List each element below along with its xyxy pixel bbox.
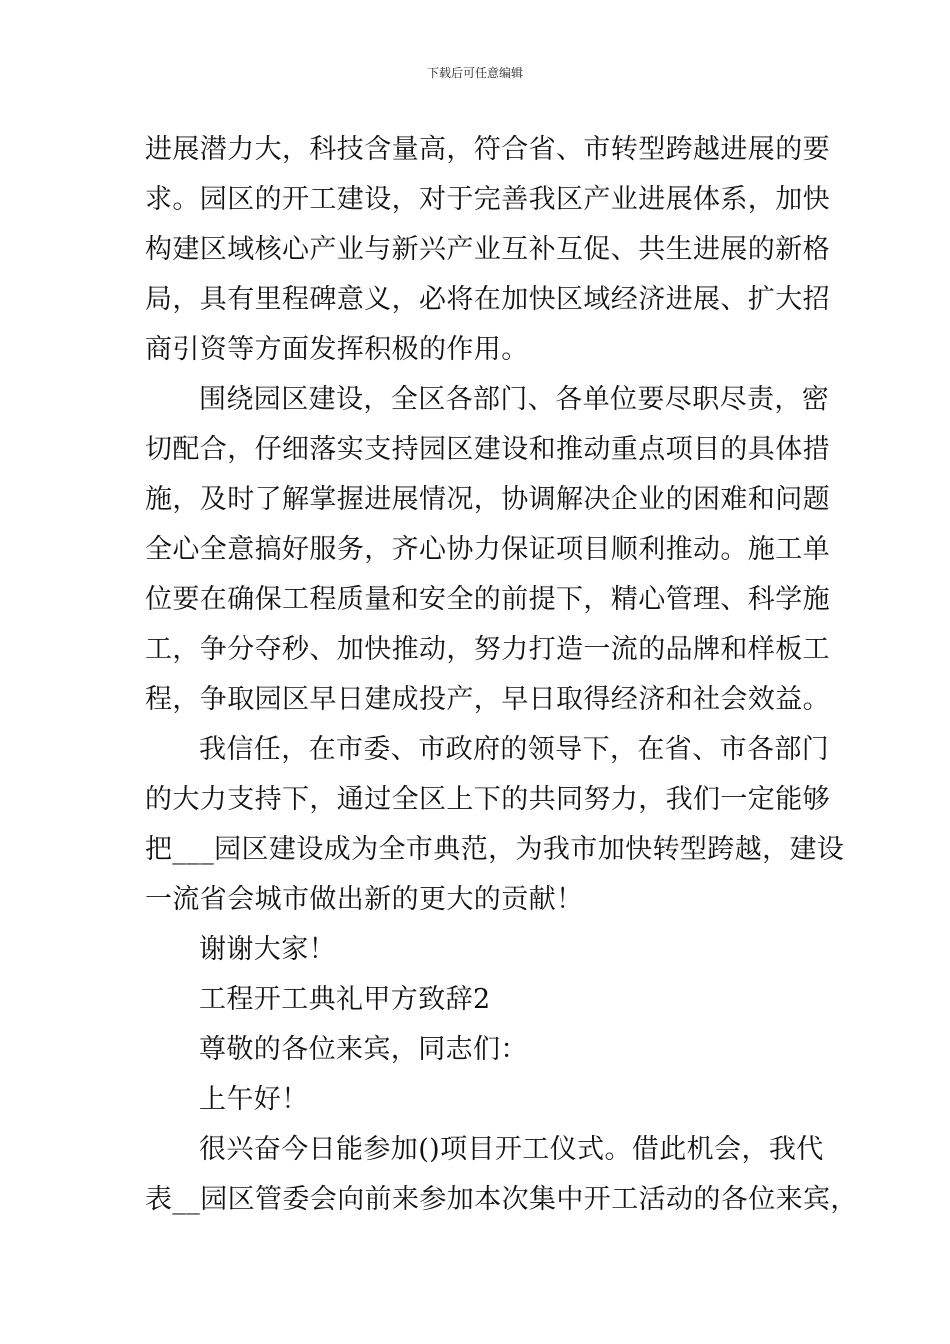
text-line: 表__园区管委会向前来参加本次集中开工活动的各位来宾， [145, 1184, 858, 1215]
text-line: 程，争取园区早日建成投产，早日取得经济和社会效益。 [145, 684, 830, 715]
closing-thanks: 谢谢大家！ [199, 934, 336, 965]
salutation: 尊敬的各位来宾，同志们： [199, 1034, 528, 1065]
greeting: 上午好！ [199, 1084, 309, 1115]
page-header: 下载后可任意编辑 [426, 66, 523, 80]
text-line: 的大力支持下，通过全区上下的共同努力，我们一定能够 [145, 784, 830, 815]
text-line: 工，争分夺秒、加快推动，努力打造一流的品牌和样板工 [145, 634, 830, 665]
text-line: 把___园区建设成为全市典范，为我市加快转型跨越，建设 [145, 834, 845, 865]
paragraph-first-line: 我信任，在市委、市政府的领导下，在省、市各部门 [199, 734, 830, 765]
text-line: 一流省会城市做出新的更大的贡献！ [145, 884, 584, 915]
text-line: 构建区域核心产业与新兴产业互补互促、共生进展的新格 [145, 234, 830, 265]
text-line: 局，具有里程碑意义，必将在加快区域经济进展、扩大招 [145, 284, 830, 315]
text-line: 求。园区的开工建设，对于完善我区产业进展体系，加快 [145, 184, 830, 215]
text-line: 切配合，仔细落实支持园区建设和推动重点项目的具体措 [145, 434, 830, 465]
text-line: 进展潜力大，科技含量高，符合省、市转型跨越进展的要 [145, 134, 830, 165]
text-line: 全心全意搞好服务，齐心协力保证项目顺利推动。施工单 [145, 534, 830, 565]
document-body [145, 125, 858, 1225]
text-line: 商引资等方面发挥积极的作用。 [145, 334, 529, 365]
paragraph-first-line: 围绕园区建设，全区各部门、各单位要尽职尽责，密 [199, 384, 830, 415]
text-line: 位要在确保工程质量和安全的前提下，精心管理、科学施 [145, 584, 830, 615]
paragraph-first-line: 很兴奋今日能参加()项目开工仪式。借此机会，我代 [199, 1134, 824, 1165]
section-title: 工程开工典礼甲方致辞2 [199, 984, 491, 1015]
text-line: 施，及时了解掌握进展情况，协调解决企业的困难和问题 [145, 484, 830, 515]
